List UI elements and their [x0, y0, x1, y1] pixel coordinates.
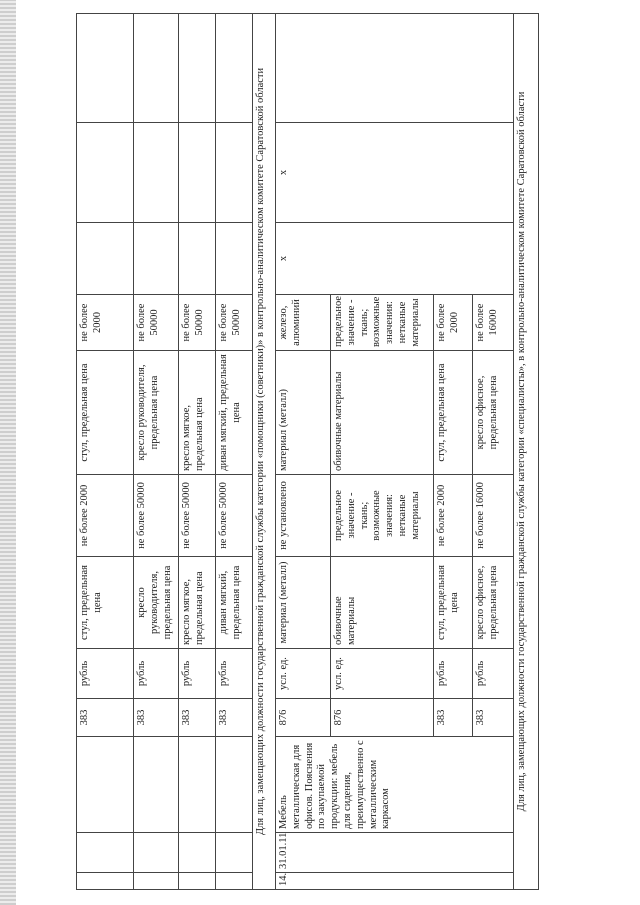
characteristic-cell: кресло руководителя, предельная цена — [134, 557, 179, 649]
table-cell — [134, 223, 179, 295]
characteristic-cell: стул, предельная цена — [434, 557, 473, 649]
value-cell: не более 16000 — [473, 475, 514, 557]
table-cell — [134, 14, 179, 123]
characteristic-cell: материал (металл) — [276, 557, 331, 649]
unit-code-cell: 383 — [134, 699, 179, 737]
table-cell — [216, 14, 253, 123]
unit-name-cell: рубль — [216, 649, 253, 699]
table-cell — [134, 737, 179, 833]
characteristic-cell: диван мягкий, предельная цена — [216, 557, 253, 649]
section-heading-row — [514, 14, 539, 890]
okpd-code: 31.01.11 — [276, 833, 514, 873]
characteristic-cell: стул, предельная цена — [77, 557, 134, 649]
value-cell: не более 2000 — [434, 475, 473, 557]
rotated-document — [76, 14, 582, 890]
table-cell — [216, 223, 253, 295]
item-description: Мебель металлическая для офисов. Пояснения по закупаемой продукции: мебель для сидения, преимущественно с металлическим каркасом — [276, 737, 514, 833]
value-cell: не более 50000 — [216, 475, 253, 557]
table-cell — [216, 123, 253, 223]
value-cell: не более 2000 — [77, 475, 134, 557]
table-cell — [179, 737, 216, 833]
table-row — [179, 14, 216, 890]
table-cell — [134, 833, 179, 873]
unit-name-cell: рубль — [77, 649, 134, 699]
unit-code-cell: 383 — [179, 699, 216, 737]
requirements-table — [76, 13, 539, 890]
unit-code-cell: 383 — [473, 699, 514, 737]
table-cell — [216, 833, 253, 873]
unit-code-cell: 383 — [216, 699, 253, 737]
value-cell: железо, алюминий — [276, 295, 331, 351]
characteristic-cell: кресло офисное, предельная цена — [473, 557, 514, 649]
value-cell: не более 2000 — [77, 295, 134, 351]
scan-edge — [0, 0, 16, 905]
table-cell — [77, 123, 134, 223]
table-cell — [77, 833, 134, 873]
item-number: 14. — [276, 873, 514, 890]
section-heading: Для лиц, замещающих должности государственной гражданской службы категории «помощники (советники)» в контрольно-аналитическом комитете Саратовской области — [253, 14, 276, 890]
characteristic-cell: кресло офисное, предельная цена — [473, 351, 514, 475]
table-cell — [216, 873, 253, 890]
table-cell — [134, 123, 179, 223]
table-cell — [179, 123, 216, 223]
section-heading-row — [253, 14, 276, 890]
value-cell: не более 50000 — [134, 475, 179, 557]
characteristic-cell: стул, предельная цена — [77, 351, 134, 475]
unit-code-cell: 383 — [77, 699, 134, 737]
value-cell: не более 50000 — [179, 475, 216, 557]
table-cell — [77, 737, 134, 833]
unit-name-cell: рубль — [179, 649, 216, 699]
characteristic-cell: диван мягкий, предельная цена — [216, 351, 253, 475]
value-cell: не установлено — [276, 475, 331, 557]
table-cell — [276, 14, 514, 123]
characteristic-cell: кресло мягкое, предельная цена — [179, 557, 216, 649]
unit-name-cell: рубль — [473, 649, 514, 699]
section-heading: Для лиц, замещающих должности государственной гражданской службы категории «специалисты», в контрольно-аналитическом комитете Саратовской области — [514, 14, 539, 890]
unit-code-cell: 876 — [276, 699, 331, 737]
table-cell — [179, 873, 216, 890]
table-cell — [134, 873, 179, 890]
table-cell — [77, 14, 134, 123]
table-cell — [179, 833, 216, 873]
table-cell — [179, 14, 216, 123]
unit-code-cell: 383 — [434, 699, 473, 737]
table-row — [216, 14, 253, 890]
value-cell: предельное значение - ткань; возможные значения: нетканые материалы — [331, 475, 434, 557]
table-cell — [179, 223, 216, 295]
value-cell: не более 50000 — [179, 295, 216, 351]
value-cell: не более 2000 — [434, 295, 473, 351]
table-cell — [77, 873, 134, 890]
value-cell: не более 50000 — [134, 295, 179, 351]
unit-name-cell: рубль — [434, 649, 473, 699]
characteristic-cell: кресло мягкое, предельная цена — [179, 351, 216, 475]
table-row — [77, 14, 134, 890]
unit-name-cell: рубль — [134, 649, 179, 699]
table-cell — [77, 223, 134, 295]
characteristic-cell: обивочные материалы — [331, 557, 434, 649]
unit-name-cell: усл. ед. — [276, 649, 331, 699]
characteristic-cell: кресло руководителя, предельная цена — [134, 351, 179, 475]
unit-name-cell: усл. ед. — [331, 649, 434, 699]
function-mark: х — [276, 123, 514, 223]
characteristic-cell: обивочные материалы — [331, 351, 434, 475]
table-cell — [216, 737, 253, 833]
table-row — [276, 14, 331, 890]
characteristic-cell: стул, предельная цена — [434, 351, 473, 475]
scanned-page — [76, 14, 582, 890]
value-cell: не более 50000 — [216, 295, 253, 351]
justification-mark: х — [276, 223, 514, 295]
table-row — [134, 14, 179, 890]
value-cell: предельное значение - ткань; возможные значения: нетканые материалы — [331, 295, 434, 351]
unit-code-cell: 876 — [331, 699, 434, 737]
value-cell: не более 16000 — [473, 295, 514, 351]
characteristic-cell: материал (металл) — [276, 351, 331, 475]
